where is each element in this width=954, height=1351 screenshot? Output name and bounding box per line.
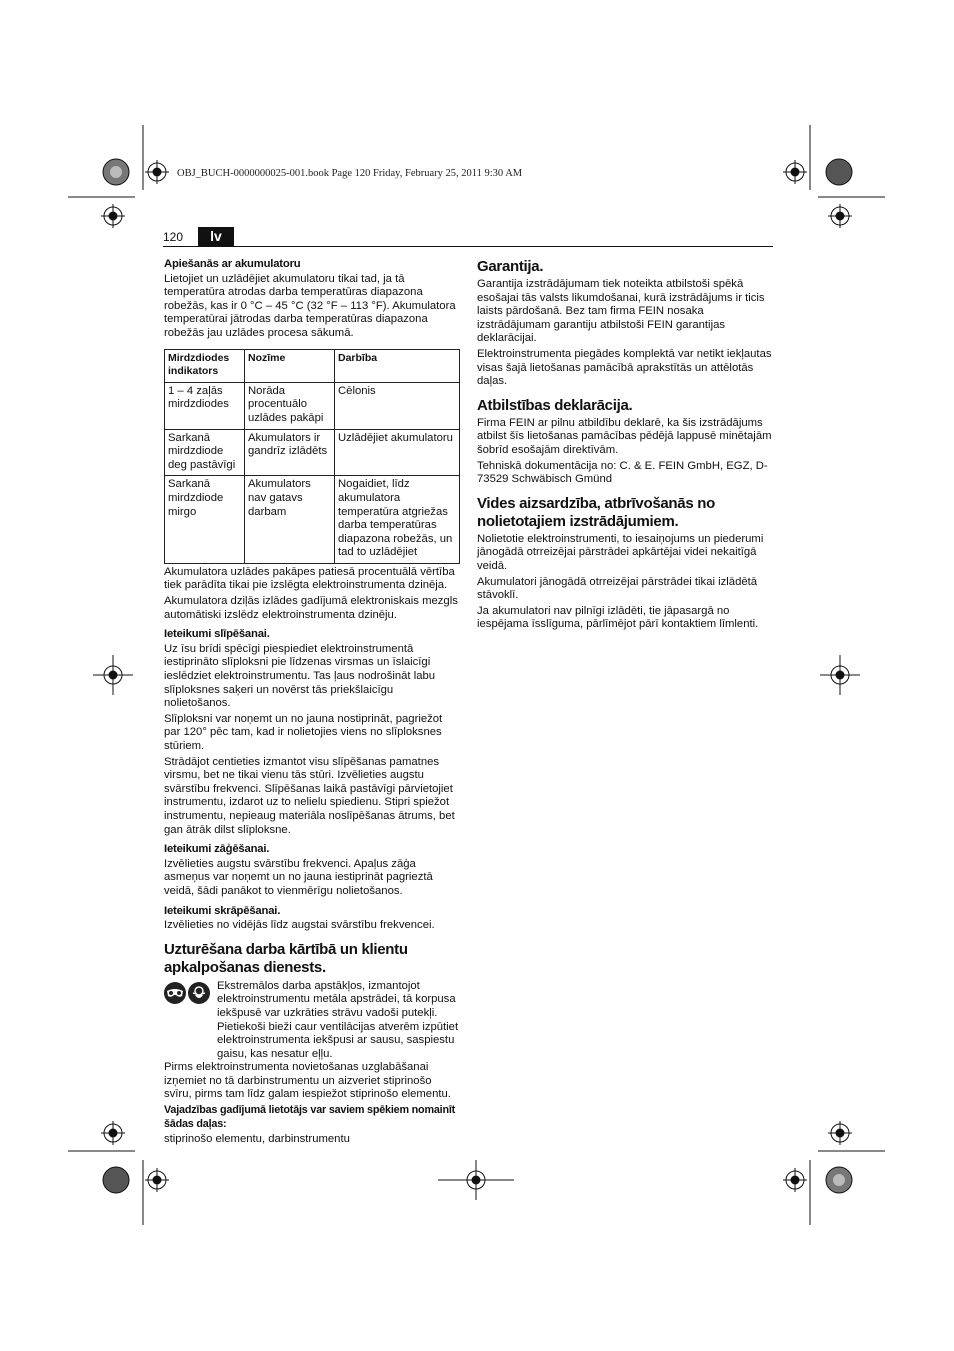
registration-mark-icon <box>93 655 133 695</box>
grinding-text: Slīploksni var noņemt un no jauna nostiprināt, pagriežot par 120° pēc tam, kad ir nolietojies viens no slīploksnes stūriem. <box>164 712 443 752</box>
maintenance-heading: Uzturēšana darba kārtībā un klientu apkalpošanas dienests. <box>164 940 408 976</box>
registration-mark-icon <box>101 204 125 228</box>
table-cell: Norāda procentuālo uzlādes pakāpi <box>245 382 335 429</box>
maintenance-text-1: Ekstremālos darba apstākļos, izmantojot elektroinstrumentu metāla apstrādei, tā korpusa iekšpusē var uzkrāties strāvu vadoši putekļi. Pietiekoši bieži caur ventilācijas atverēm izpūtiet elektroinstrumenta iekšpusi ar sausu, saspiestu gaisu, kas nesatur eļļu. <box>217 979 459 1060</box>
table-cell: Sarkanā mirdzdiode deg pastāvīgi <box>165 429 245 476</box>
table-cell: Akumulators nav gatavs darbam <box>245 476 335 564</box>
charging-text: Lietojiet un uzlādējiet akumulatoru tikai tad, ja tā temperatūra atrodas darba temperatūras diapazona robežās, kas ir 0 °C – 45 °C (32 °F – 113 °F). Akumulatora temperatūrai jātrodas darba temperatūras diapazona robežās jau uzlādes procesa sākumā. <box>164 272 456 339</box>
registration-mark-icon <box>783 1168 807 1192</box>
scraping-heading: Ieteikumi skrāpēšanai. <box>164 904 281 917</box>
grinding-heading: Ieteikumi slīpēšanai. <box>164 628 270 641</box>
warranty-heading: Garantija. <box>477 258 544 275</box>
grinding-text: Strādājot centieties izmantot visu slīpēšanas pamatnes virsmu, bet ne tikai vienu tās stūri. Izvēlieties augstu svārstību frekvenci. Slīpēšanas laikā pastāvīgi pārvietojiet instrumentu, izdarot uz to nelielu spiedienu. Stipri spiežot instrumentu, nepieaug materiāla noslīpēšanas ātrums, bet gan ātrāk dilst slīploksne. <box>164 755 455 836</box>
after-table-text: Akumulatora dziļās izlādes gadījumā elektroniskais mezgls automātiski izslēdz elektroinstrumenta dzinēju. <box>164 595 458 621</box>
warranty-text: Elektroinstrumenta piegādes komplektā var netikt iekļautas visas šajā lietošanas pamācībā aprakstītās un attēlotās daļas. <box>477 347 772 388</box>
color-wheel-icon <box>826 159 852 185</box>
registration-mark-icon <box>438 1160 514 1200</box>
sawing-text: Izvēlieties augstu svārstību frekvenci. Apaļus zāģa asmeņus var noņemt un no jauna iestiprināt pagrieztā veidā, šādi panākot to vienmērīgu nolietošanos. <box>164 857 433 897</box>
registration-mark-icon <box>783 160 807 184</box>
table-header-cell: Nozīme <box>245 349 335 382</box>
registration-mark-icon <box>820 655 860 695</box>
replaceable-parts-heading: Vajadzības gadījumā lietotājs var saviem spēkiem nomainīt šādas daļas: <box>164 1104 456 1130</box>
conformity-heading: Atbilstības deklarācija. <box>477 396 633 414</box>
warranty-text: Garantija izstrādājumam tiek noteikta atbilstoši spēkā esošajai tās valsts likumdošanai, kurā izstrādājums ir ticis laists pārdošanā. Bez tam firma FEIN nosaka izstrādājumam garantiju atbilstoši FEIN garantijas deklarācijai. <box>477 278 765 345</box>
environment-text: Nolietotie elektroinstrumenti, to iesaiņojums un piederumi jānogādā otrreizējai pārstrādei apkārtējai videi nekaitīgā veidā. <box>477 532 764 572</box>
replaceable-parts-text: stiprinošo elementu, darbinstrumentu <box>164 1133 350 1146</box>
color-wheel-icon <box>103 159 129 185</box>
conformity-text: Firma FEIN ar pilnu atbildību deklarē, ka šis izstrādājums atbilst šīs lietošanas pamācības pēdējā lappusē minētajām šobrīd esošajām direktīvām. <box>477 416 772 456</box>
scraping-text: Izvēlieties no vidējās līdz augstai svārstību frekvencei. <box>164 919 435 932</box>
language-badge: lv <box>198 227 234 246</box>
table-cell: Cēlonis <box>335 382 460 429</box>
registration-mark-icon <box>145 1168 169 1192</box>
maintenance-storage-text: Pirms elektroinstrumenta novietošanas uzglabāšanai izņemiet no tā darbinstrumentu un aizveriet stiprinošo svīru, pirms tam līdz galam iespiežot stiprinošo elementu. <box>164 1061 451 1101</box>
grinding-text: Uz īsu brīdi spēcīgi piespiediet elektroinstrumentā iestiprināto slīploksni pie līdzenas virsmas un īslaicīgi ieslēdziet elektroinstrumentu. Tas ļaus nodrošināt labu slīploksnes saķeri un novērst tās priekšlaicīgu nolietošanos. <box>164 642 436 710</box>
registration-mark-icon <box>101 1121 125 1145</box>
table-cell: Nogaidiet, līdz akumulatora temperatūra atgriežas darba temperatūras diapazona robežās, un tad to uzlādējiet <box>335 476 460 564</box>
sawing-heading: Ieteikumi zāģēšanai. <box>164 843 270 856</box>
environment-heading: Vides aizsardzība, atbrīvošanās no nolietotajiem izstrādājumiem. <box>477 494 715 530</box>
table-header-cell: Mirdzdiodes indikators <box>165 349 245 382</box>
book-imprint-line: OBJ_BUCH-0000000025-001.book Page 120 Friday, February 25, 2011 9:30 AM <box>177 168 523 179</box>
table-cell: Sarkanā mirdzdiode mirgo <box>165 476 245 564</box>
table-cell: Uzlādējiet akumulatoru <box>335 429 460 476</box>
registration-mark-icon <box>145 160 169 184</box>
color-wheel-icon <box>826 1167 852 1193</box>
table-cell: 1 – 4 zaļās mirdzdiodes <box>165 382 245 429</box>
table-header-cell: Darbība <box>335 349 460 382</box>
table-cell: Akumulators ir gandrīz izlādēts <box>245 429 335 476</box>
color-wheel-icon <box>103 1167 129 1193</box>
environment-text: Ja akumulatori nav pilnīgi izlādēti, tie jāpasargā no iespējama īsslīguma, pārlīmējot pārī kontaktiem līmlenti. <box>477 604 759 631</box>
after-table-text: Akumulatora uzlādes pakāpes patiesā procentuālā vērtība tiek parādīta tikai pie izslēgta elektroinstrumenta dzinēja. <box>164 565 455 592</box>
conformity-text: Tehniskā dokumentācija no: C. & E. FEIN GmbH, EGZ, D-73529 Schwäbisch Gmünd <box>477 459 768 486</box>
charging-heading: Apiešanās ar akumulatoru <box>164 258 301 270</box>
registration-mark-icon <box>828 1121 852 1145</box>
registration-mark-icon <box>828 204 852 228</box>
environment-text: Akumulatori jānogādā otrreizējai pārstrādei tikai izlādētā stāvoklī. <box>477 575 758 602</box>
page-number: 120 <box>163 230 184 244</box>
